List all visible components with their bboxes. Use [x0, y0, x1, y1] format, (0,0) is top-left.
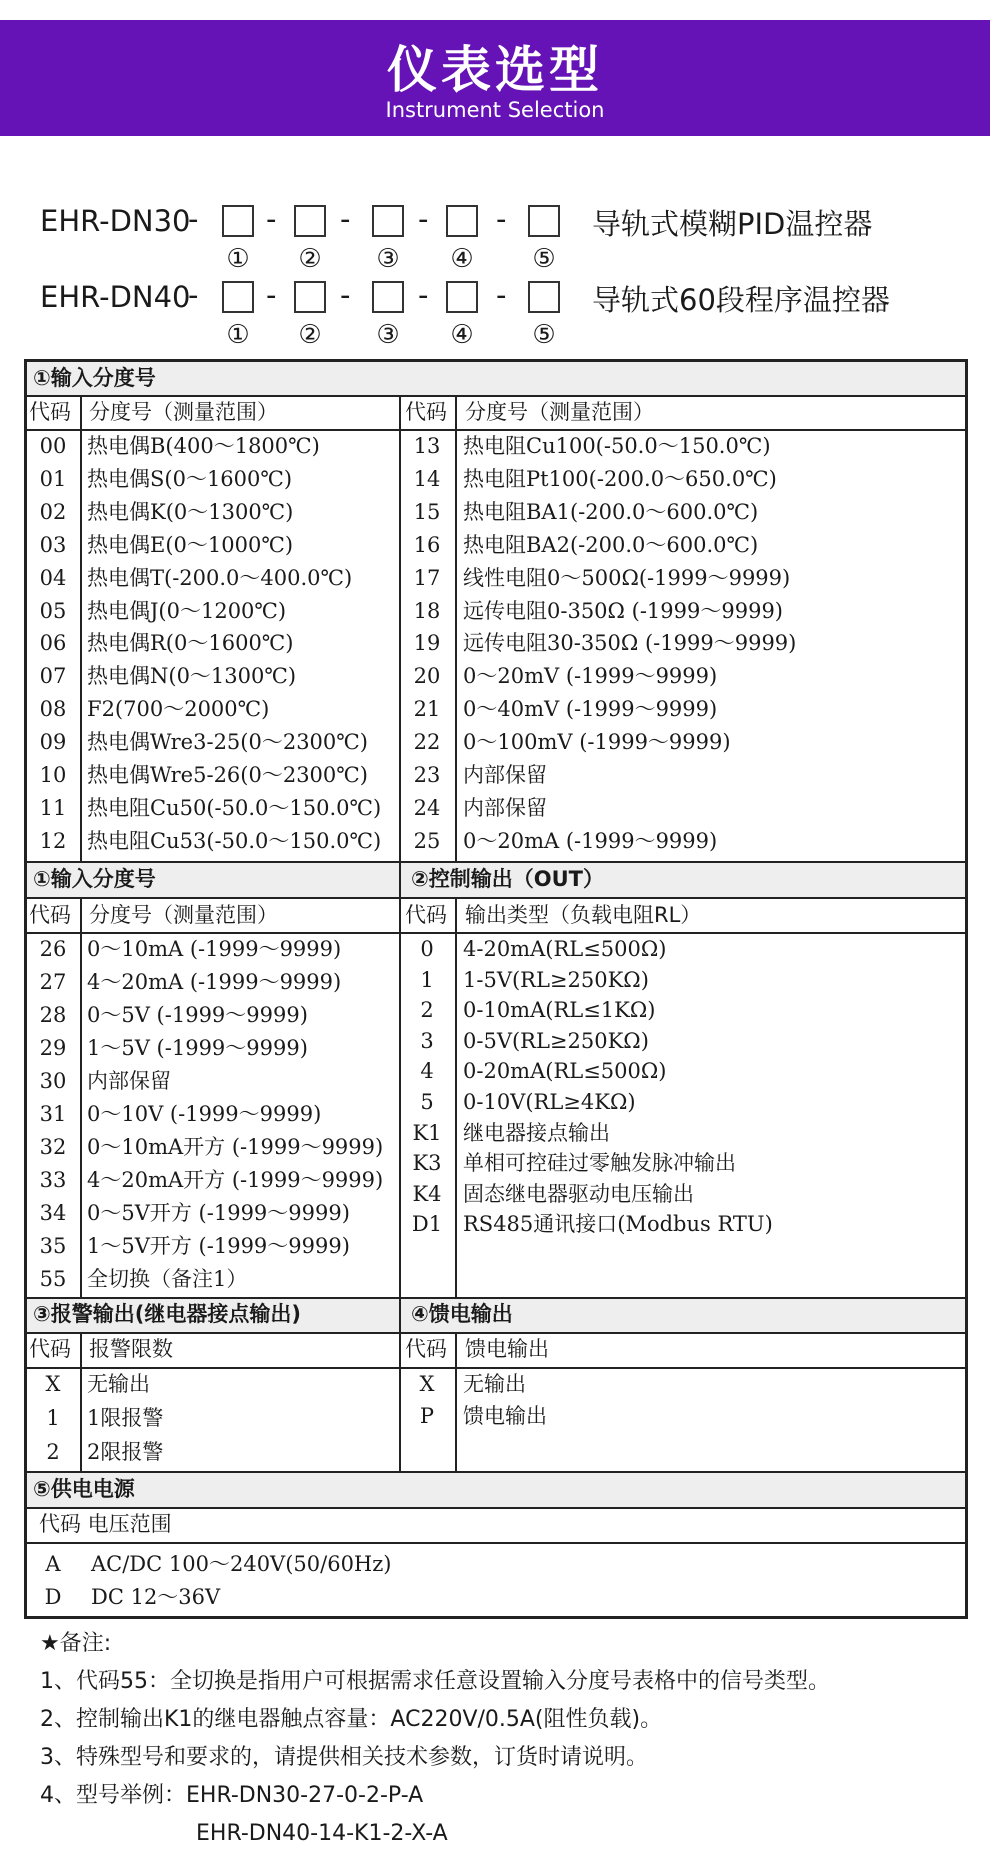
row-code: 26	[39, 937, 67, 961]
row-code: 03	[39, 532, 67, 557]
separator: -	[496, 202, 507, 236]
row-desc: 2限报警	[87, 1440, 164, 1464]
rule	[27, 1542, 965, 1544]
col-header-code: 代码	[405, 903, 447, 927]
row-desc: 无输出	[87, 1372, 150, 1396]
model-name: EHR-DN40	[40, 280, 191, 314]
row-code: 4	[420, 1059, 434, 1084]
separator: -	[496, 278, 507, 312]
row-code: D1	[411, 1212, 443, 1237]
position-mark-3: ③	[376, 320, 400, 350]
row-desc: 热电偶Wre3-25(0～2300℃)	[87, 730, 368, 755]
row-code: 30	[39, 1069, 67, 1093]
row-desc: 热电阻Cu50(-50.0～150.0℃)	[87, 795, 382, 820]
row-desc: 热电偶S(0～1600℃)	[87, 466, 293, 491]
option-box-2	[294, 281, 326, 313]
row-desc: 固态继电器驱动电压输出	[463, 1181, 694, 1206]
model-description: 导轨式模糊PID温控器	[592, 207, 873, 241]
row-desc: 无输出	[463, 1372, 526, 1396]
row-code: 08	[39, 697, 67, 722]
position-mark-1: ①	[226, 320, 250, 350]
col-header-code: 代码	[29, 400, 71, 424]
row-code: 14	[413, 466, 441, 491]
section-band	[27, 1472, 965, 1507]
row-desc: 4-20mA(RL≤500Ω)	[463, 937, 667, 961]
position-mark-2: ②	[298, 320, 322, 350]
row-code: 35	[39, 1234, 67, 1258]
model-row-dn40	[40, 276, 960, 356]
row-desc: 1～5V开方 (-1999～9999)	[87, 1234, 350, 1258]
row-desc: 0～5V开方 (-1999～9999)	[87, 1201, 350, 1225]
col-header-desc: 输出类型（负载电阻RL）	[465, 903, 702, 927]
row-code: 32	[39, 1135, 67, 1159]
row-desc: 0～10mA (-1999～9999)	[87, 937, 342, 961]
row-desc: 0～40mV (-1999～9999)	[463, 697, 718, 722]
row-desc: 0～10mA开方 (-1999～9999)	[87, 1135, 384, 1159]
row-code: X	[419, 1372, 435, 1396]
separator: -	[266, 278, 277, 312]
rule	[455, 1332, 457, 1472]
rule	[80, 1332, 82, 1472]
note-example: EHR-DN40-14-K1-2-X-A	[196, 1821, 448, 1846]
row-code: 55	[39, 1267, 67, 1291]
row-code: 29	[39, 1036, 67, 1060]
note-line: 2、控制输出K1的继电器触点容量：AC220V/0.5A(阻性负载)。	[40, 1707, 663, 1732]
rule	[455, 897, 457, 1298]
rule	[80, 395, 82, 862]
row-code: 00	[39, 434, 67, 458]
section-band	[27, 362, 965, 395]
row-code: A	[45, 1552, 61, 1576]
row-desc: 馈电输出	[463, 1404, 547, 1428]
row-desc: 0～10V (-1999～9999)	[87, 1102, 322, 1126]
row-desc: 热电阻BA1(-200.0～600.0℃)	[463, 499, 759, 524]
rule	[455, 395, 457, 862]
row-code: 17	[413, 565, 441, 590]
page-subtitle: Instrument Selection	[385, 98, 605, 122]
row-code: 21	[413, 697, 441, 722]
row-code: 23	[413, 763, 441, 787]
position-mark-5: ⑤	[532, 244, 556, 274]
row-desc: 热电偶T(-200.0～400.0℃)	[87, 565, 353, 590]
row-desc: 0-10mA(RL≤1KΩ)	[463, 998, 656, 1023]
notes	[40, 1625, 970, 1853]
position-mark-1: ①	[226, 244, 250, 274]
row-code: 16	[413, 532, 441, 557]
row-desc: DC 12～36V	[91, 1585, 221, 1609]
row-code: X	[45, 1372, 61, 1396]
row-code: 05	[39, 598, 67, 623]
row-desc: 1限报警	[87, 1406, 164, 1430]
row-desc: 热电阻Cu100(-50.0～150.0℃)	[463, 434, 771, 458]
row-desc: 热电阻Cu53(-50.0～150.0℃)	[87, 828, 382, 853]
col-header-desc: 分度号（测量范围）	[89, 400, 278, 424]
row-code: 19	[413, 631, 441, 656]
row-desc: 热电偶N(0～1300℃)	[87, 664, 297, 689]
row-code: 33	[39, 1168, 67, 1192]
option-box-3	[372, 205, 404, 237]
row-code: 0	[420, 937, 434, 961]
row-desc: 0-10V(RL≥4KΩ)	[463, 1090, 636, 1114]
row-desc: 内部保留	[463, 795, 547, 820]
row-code: 22	[413, 730, 441, 755]
row-desc: 热电偶R(0～1600℃)	[87, 631, 294, 656]
row-code: 24	[413, 795, 441, 820]
row-desc: 继电器接点输出	[463, 1120, 610, 1145]
section-title-control-output: ②控制输出（OUT）	[411, 867, 605, 891]
separator: -	[188, 278, 199, 312]
position-mark-2: ②	[298, 244, 322, 274]
row-code: 11	[39, 795, 67, 820]
position-mark-4: ④	[450, 244, 474, 274]
separator: -	[418, 278, 429, 312]
page-title: 仪表选型	[387, 41, 603, 99]
row-desc: 单相可控硅过零触发脉冲输出	[463, 1151, 736, 1176]
row-code: K4	[412, 1181, 442, 1206]
row-code: 02	[39, 499, 67, 524]
position-mark-5: ⑤	[532, 320, 556, 350]
row-desc: 1～5V (-1999～9999)	[87, 1036, 308, 1060]
separator: -	[340, 202, 351, 236]
col-header-code: 代码	[405, 1337, 447, 1361]
row-code: D	[44, 1585, 62, 1609]
row-code: 25	[413, 828, 441, 853]
row-code: 10	[39, 763, 67, 787]
row-desc: F2(700～2000℃)	[87, 697, 270, 722]
row-desc: 0～5V (-1999～9999)	[87, 1003, 308, 1027]
note-line: 4、型号举例：EHR-DN30-27-0-2-P-A	[40, 1783, 424, 1808]
col-header-desc: 分度号（测量范围）	[89, 903, 278, 927]
row-code: 01	[39, 466, 67, 491]
row-desc: 内部保留	[463, 763, 547, 787]
row-desc: 0-5V(RL≥250KΩ)	[463, 1028, 649, 1053]
option-box-5	[528, 205, 560, 237]
option-box-1	[222, 281, 254, 313]
row-desc: 远传电阻0-350Ω (-1999～9999)	[463, 598, 783, 623]
row-code: 2	[46, 1440, 60, 1464]
row-code: 15	[413, 499, 441, 524]
option-box-2	[294, 205, 326, 237]
row-code: K3	[412, 1151, 442, 1176]
row-code: 5	[420, 1090, 434, 1114]
row-desc: RS485通讯接口(Modbus RTU)	[463, 1212, 773, 1237]
row-desc: 0～100mV (-1999～9999)	[463, 730, 731, 755]
row-code: 1	[46, 1406, 60, 1430]
row-code: 3	[420, 1028, 434, 1053]
row-code: 18	[413, 598, 441, 623]
row-desc: 内部保留	[87, 1069, 171, 1093]
row-desc: 热电阻Pt100(-200.0～650.0℃)	[463, 466, 777, 491]
section-title-input-cont: ①输入分度号	[33, 867, 156, 891]
note-line: 3、特殊型号和要求的，请提供相关技术参数，订货时请说明。	[40, 1745, 648, 1770]
row-code: 31	[39, 1102, 67, 1126]
col-header-desc: 分度号（测量范围）	[465, 400, 654, 424]
separator: -	[188, 202, 199, 236]
col-header-code: 代码	[405, 400, 447, 424]
option-box-1	[222, 205, 254, 237]
option-box-4	[446, 205, 478, 237]
model-description: 导轨式60段程序温控器	[592, 283, 890, 317]
notes-title: ★备注:	[40, 1631, 112, 1656]
row-desc: 全切换（备注1）	[87, 1267, 248, 1291]
col-header-desc: 报警限数	[89, 1337, 173, 1361]
rule	[80, 897, 82, 1298]
position-mark-4: ④	[450, 320, 474, 350]
selection-table	[24, 359, 968, 1619]
section-title-alarm-output: ③报警输出(继电器接点输出)	[33, 1302, 301, 1326]
col-header-desc: 馈电输出	[465, 1337, 549, 1361]
row-desc: 热电阻BA2(-200.0～600.0℃)	[463, 532, 759, 557]
model-row-dn30	[40, 200, 960, 280]
row-desc: 4～20mA开方 (-1999～9999)	[87, 1168, 384, 1192]
row-desc: 远传电阻30-350Ω (-1999～9999)	[463, 631, 797, 656]
row-code: 2	[420, 998, 434, 1023]
row-desc: 热电偶B(400～1800℃)	[87, 434, 320, 458]
col-header-code: 代码	[29, 1337, 71, 1361]
row-desc: 1-5V(RL≥250KΩ)	[463, 967, 649, 992]
row-code: 34	[39, 1201, 67, 1225]
row-code: 09	[39, 730, 67, 755]
col-header-power: 代码 电压范围	[39, 1512, 172, 1536]
option-box-5	[528, 281, 560, 313]
col-header-code: 代码	[29, 903, 71, 927]
separator: -	[418, 202, 429, 236]
row-code: 1	[420, 967, 434, 992]
row-code: 13	[413, 434, 441, 458]
row-desc: 0-20mA(RL≤500Ω)	[463, 1059, 667, 1084]
row-desc: AC/DC 100～240V(50/60Hz)	[91, 1552, 392, 1576]
section-title-input: ①输入分度号	[33, 366, 156, 390]
section-title-power-supply: ⑤供电电源	[33, 1477, 135, 1501]
row-desc: 线性电阻0～500Ω(-1999～9999)	[463, 565, 791, 590]
position-mark-3: ③	[376, 244, 400, 274]
row-code: 07	[39, 664, 67, 689]
row-desc: 热电偶E(0～1000℃)	[87, 532, 294, 557]
row-desc: 0～20mV (-1999～9999)	[463, 664, 718, 689]
separator: -	[340, 278, 351, 312]
row-desc: 4～20mA (-1999～9999)	[87, 970, 342, 994]
row-code: 04	[39, 565, 67, 590]
row-desc: 热电偶K(0～1300℃)	[87, 499, 294, 524]
row-code: 27	[39, 970, 67, 994]
option-box-4	[446, 281, 478, 313]
option-box-3	[372, 281, 404, 313]
row-code: 12	[39, 828, 67, 853]
row-code: 20	[413, 664, 441, 689]
title-banner	[0, 20, 990, 136]
separator: -	[266, 202, 277, 236]
section-title-feed-output: ④馈电输出	[411, 1302, 513, 1326]
row-code: K1	[412, 1120, 442, 1145]
row-code: 28	[39, 1003, 67, 1027]
row-desc: 热电偶J(0～1200℃)	[87, 598, 287, 623]
rule	[27, 1471, 965, 1473]
note-line: 1、代码55：全切换是指用户可根据需求任意设置输入分度号表格中的信号类型。	[40, 1669, 830, 1694]
row-desc: 0～20mA (-1999～9999)	[463, 828, 718, 853]
row-desc: 热电偶Wre5-26(0～2300℃)	[87, 763, 368, 787]
row-code: P	[419, 1404, 435, 1428]
model-name: EHR-DN30	[40, 204, 191, 238]
row-code: 06	[39, 631, 67, 656]
